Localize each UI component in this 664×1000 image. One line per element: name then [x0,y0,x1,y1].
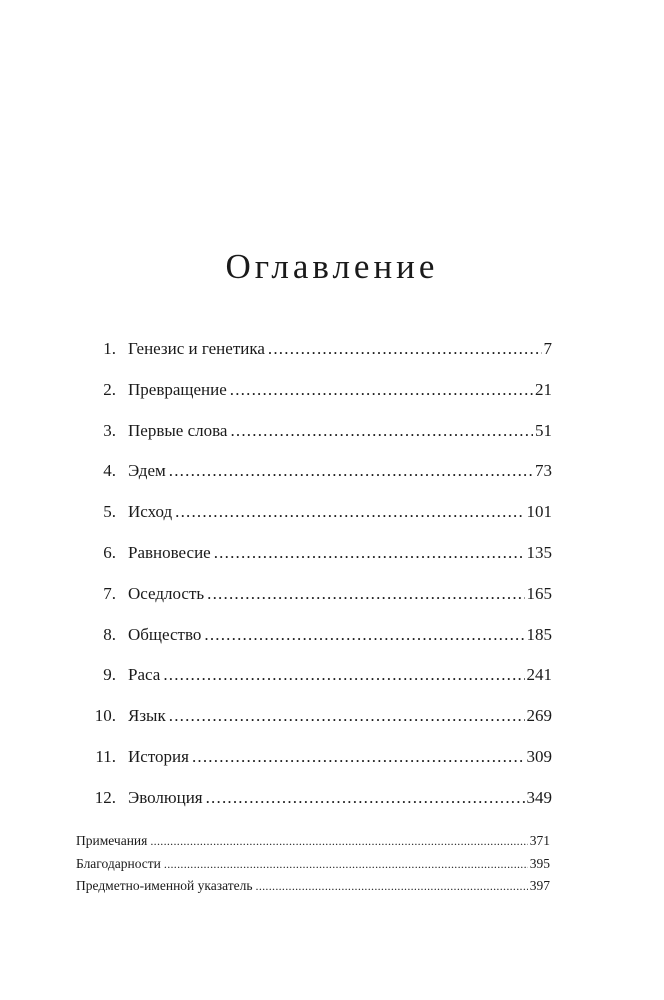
dot-leader [175,497,524,527]
chapter-number: 6. [103,542,116,562]
chapter-title: Раса [128,665,161,685]
back-matter-entry[interactable] [76,830,550,853]
back-matter-entry[interactable] [76,875,550,898]
chapter-number: 11. [95,746,116,766]
toc-entry[interactable] [78,620,552,661]
page-number: 371 [529,833,550,848]
dot-leader [206,783,525,813]
chapter-number: 4. [103,461,116,481]
chapter-title: Первые слова [128,420,228,440]
chapter-title: Оседлость [128,583,205,603]
page-number: 395 [529,855,550,871]
toc-entry[interactable] [78,456,552,497]
dot-leader [163,660,524,690]
chapter-title: Исход [128,502,173,522]
chapter-number: 2. [103,379,116,399]
toc-entry[interactable] [78,742,552,783]
page-number: 101 [526,502,552,522]
table-of-contents [78,334,552,824]
chapter-title: Генезис и генетика [128,339,265,358]
dot-leader [192,742,525,772]
page-number: 135 [526,542,552,562]
back-matter-title: Примечания [76,833,148,848]
page-title: Оглавление [225,247,439,287]
dot-leader [256,875,528,897]
toc-entry[interactable] [78,416,552,457]
chapter-title: История [128,746,189,766]
back-matter-title: Предметно-именной указатель [76,878,253,894]
chapter-number: 10. [94,706,116,726]
page-number: 185 [526,624,552,644]
toc-entry[interactable] [78,538,552,579]
page-number: 241 [526,665,552,685]
toc-entry[interactable] [78,579,552,620]
back-matter-list [76,830,550,898]
toc-entry[interactable] [78,334,552,375]
page-number: 397 [529,878,550,894]
page-number: 165 [526,583,552,603]
dot-leader [164,853,528,875]
chapter-title: Язык [128,706,166,726]
chapter-title: Равновесие [128,542,211,562]
page-number: 7 [543,339,552,358]
dot-leader [230,416,533,446]
chapter-number: 5. [103,502,116,522]
chapter-number: 1. [103,339,116,358]
chapter-number: 3. [103,420,116,440]
back-matter-entry[interactable] [76,853,550,876]
chapter-title: Общество [128,624,202,644]
page-number: 51 [535,420,552,440]
toc-entry[interactable] [78,701,552,742]
page-number: 73 [535,461,552,481]
chapter-number: 9. [103,665,116,685]
dot-leader [230,375,533,405]
chapter-title: Превращение [128,379,227,399]
page-number: 349 [526,787,552,807]
toc-entry[interactable] [78,660,552,701]
dot-leader [214,538,525,568]
chapter-title: Эволюция [128,787,203,807]
page-number: 309 [526,746,552,766]
dot-leader [169,456,533,486]
chapter-number: 12. [94,787,116,807]
chapter-title: Эдем [128,461,166,481]
dot-leader [268,334,542,364]
chapter-number: 7. [103,583,116,603]
dot-leader [207,579,524,609]
chapter-number: 8. [103,624,116,644]
toc-entry[interactable] [78,375,552,416]
back-matter-title: Благодарности [76,855,161,871]
toc-entry[interactable] [78,783,552,824]
dot-leader [204,620,524,650]
dot-leader [169,701,525,731]
page-number: 269 [526,706,552,726]
dot-leader [150,830,527,852]
page-number: 21 [535,379,552,399]
toc-entry[interactable] [78,497,552,538]
